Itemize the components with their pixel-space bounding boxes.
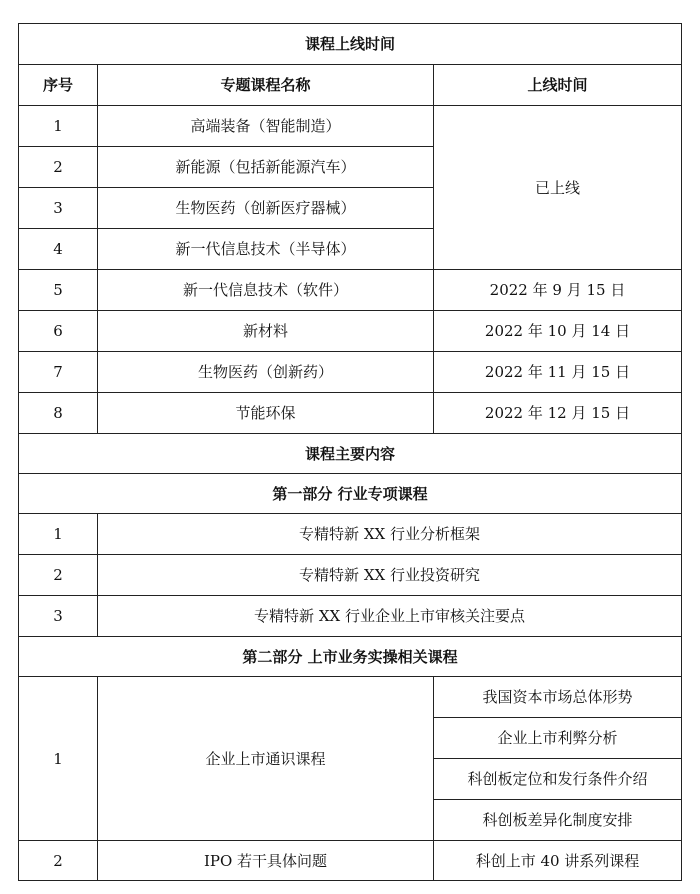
table-row <box>19 596 682 637</box>
row-course-name: 专精特新 XX 行业投资研究 <box>98 555 682 596</box>
table-row <box>19 270 682 311</box>
table-row <box>19 841 682 881</box>
row-index: 5 <box>19 270 98 311</box>
table-row <box>19 311 682 352</box>
row-course-name: 新材料 <box>98 311 434 352</box>
launched-status: 已上线 <box>434 106 682 270</box>
row-index: 1 <box>19 106 98 147</box>
header-index: 序号 <box>19 65 98 106</box>
part1-title: 第一部分 行业专项课程 <box>19 474 682 514</box>
row-course-name: 新一代信息技术（软件） <box>98 270 434 311</box>
row-course-name: 专精特新 XX 行业分析框架 <box>98 514 682 555</box>
part2-title: 第二部分 上市业务实操相关课程 <box>19 637 682 677</box>
row-course-name: IPO 若干具体问题 <box>98 841 434 881</box>
row-course-name: 新能源（包括新能源汽车） <box>98 147 434 188</box>
row-launch-time: 2022 年 11 月 15 日 <box>434 352 682 393</box>
row-launch-time: 2022 年 9 月 15 日 <box>434 270 682 311</box>
row-course-name: 专精特新 XX 行业企业上市审核关注要点 <box>98 596 682 637</box>
row-topic: 科创板差异化制度安排 <box>434 800 682 841</box>
row-index: 4 <box>19 229 98 270</box>
row-topic: 企业上市利弊分析 <box>434 718 682 759</box>
row-topic: 科创上市 40 讲系列课程 <box>434 841 682 881</box>
section-title-launch-time: 课程上线时间 <box>19 24 682 65</box>
row-launch-time: 2022 年 12 月 15 日 <box>434 393 682 434</box>
row-course-name: 企业上市通识课程 <box>98 677 434 841</box>
row-index: 8 <box>19 393 98 434</box>
row-launch-time: 2022 年 10 月 14 日 <box>434 311 682 352</box>
table-row <box>19 677 682 718</box>
row-course-name: 节能环保 <box>98 393 434 434</box>
header-launch-time: 上线时间 <box>434 65 682 106</box>
row-index: 6 <box>19 311 98 352</box>
row-index: 2 <box>19 147 98 188</box>
table-row <box>19 514 682 555</box>
row-index: 7 <box>19 352 98 393</box>
section-title-main-content: 课程主要内容 <box>19 434 682 474</box>
row-index: 3 <box>19 596 98 637</box>
row-index: 1 <box>19 677 98 841</box>
course-schedule-table <box>18 23 682 881</box>
row-course-name: 新一代信息技术（半导体） <box>98 229 434 270</box>
row-index: 1 <box>19 514 98 555</box>
row-index: 2 <box>19 841 98 881</box>
table-row <box>19 393 682 434</box>
row-index: 3 <box>19 188 98 229</box>
table-row <box>19 106 682 147</box>
table-row <box>19 555 682 596</box>
row-topic: 科创板定位和发行条件介绍 <box>434 759 682 800</box>
row-index: 2 <box>19 555 98 596</box>
row-topic: 我国资本市场总体形势 <box>434 677 682 718</box>
row-course-name: 高端装备（智能制造） <box>98 106 434 147</box>
table-row <box>19 352 682 393</box>
row-course-name: 生物医药（创新医疗器械） <box>98 188 434 229</box>
header-course-name: 专题课程名称 <box>98 65 434 106</box>
row-course-name: 生物医药（创新药） <box>98 352 434 393</box>
